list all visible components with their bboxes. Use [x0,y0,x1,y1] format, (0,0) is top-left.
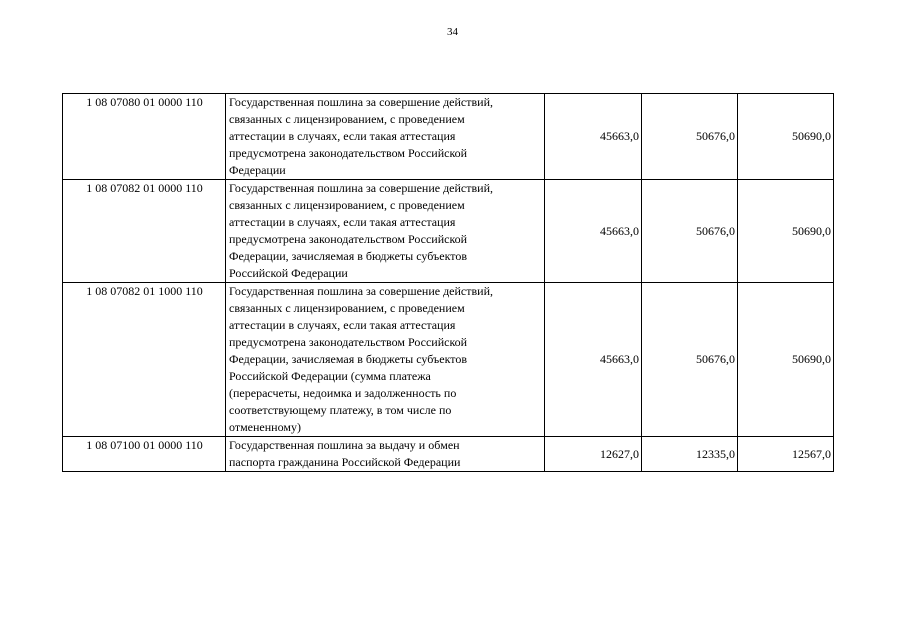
revenue-name-line: предусмотрена законодательством Российской [229,146,468,160]
revenue-name-line: Государственная пошлина за совершение действий, [229,284,494,298]
revenue-name-line: предусмотрена законодательством Российской [229,335,468,349]
amount-year-3: 12567,0 [738,437,834,472]
revenue-name-line: связанных с лицензированием, с проведением [229,198,465,212]
revenue-name-line: (перерасчеты, недоимка и задолженность по [229,386,457,400]
revenue-name-line: Российской Федерации [229,266,348,280]
classification-code: 1 08 07080 01 0000 110 [63,94,226,180]
revenue-table-body [63,94,834,472]
classification-code: 1 08 07082 01 1000 110 [63,283,226,437]
revenue-name-line: аттестации в случаях, если такая аттестация [229,318,456,332]
amount-year-3: 50690,0 [738,94,834,180]
table-row [63,180,834,283]
classification-code: 1 08 07082 01 0000 110 [63,180,226,283]
amount-year-2: 12335,0 [642,437,738,472]
revenue-name-line: Государственная пошлина за совершение действий, [229,181,494,195]
revenue-name-line: Российской Федерации (сумма платежа [229,369,431,383]
amount-year-3: 50690,0 [738,283,834,437]
revenue-name-line: Государственная пошлина за совершение действий, [229,95,494,109]
table-row [63,283,834,437]
amount-year-3: 50690,0 [738,180,834,283]
classification-code: 1 08 07100 01 0000 110 [63,437,226,472]
revenue-table [62,93,834,472]
amount-year-1: 45663,0 [545,94,642,180]
revenue-name [226,437,545,472]
amount-year-1: 12627,0 [545,437,642,472]
page-number: 34 [447,26,458,38]
revenue-name-line: Федерации [229,163,286,177]
amount-year-2: 50676,0 [642,94,738,180]
revenue-name-line: Федерации, зачисляемая в бюджеты субъектов [229,249,468,263]
revenue-name-line: Государственная пошлина за выдачу и обмен [229,438,460,452]
amount-year-1: 45663,0 [545,180,642,283]
table-row [63,94,834,180]
revenue-name [226,94,545,180]
amount-year-1: 45663,0 [545,283,642,437]
revenue-name-line: Федерации, зачисляемая в бюджеты субъектов [229,352,468,366]
amount-year-2: 50676,0 [642,180,738,283]
revenue-name [226,283,545,437]
revenue-name-line: соответствующему платежу, в том числе по [229,403,452,417]
revenue-name-line: связанных с лицензированием, с проведением [229,301,465,315]
revenue-name [226,180,545,283]
revenue-name-line: связанных с лицензированием, с проведением [229,112,465,126]
revenue-name-line: аттестации в случаях, если такая аттестация [229,129,456,143]
amount-year-2: 50676,0 [642,283,738,437]
table-row [63,437,834,472]
revenue-name-line: паспорта гражданина Российской Федерации [229,455,461,469]
revenue-name-line: отмененному) [229,420,301,434]
revenue-name-line: предусмотрена законодательством Российской [229,232,468,246]
revenue-name-line: аттестации в случаях, если такая аттестация [229,215,456,229]
